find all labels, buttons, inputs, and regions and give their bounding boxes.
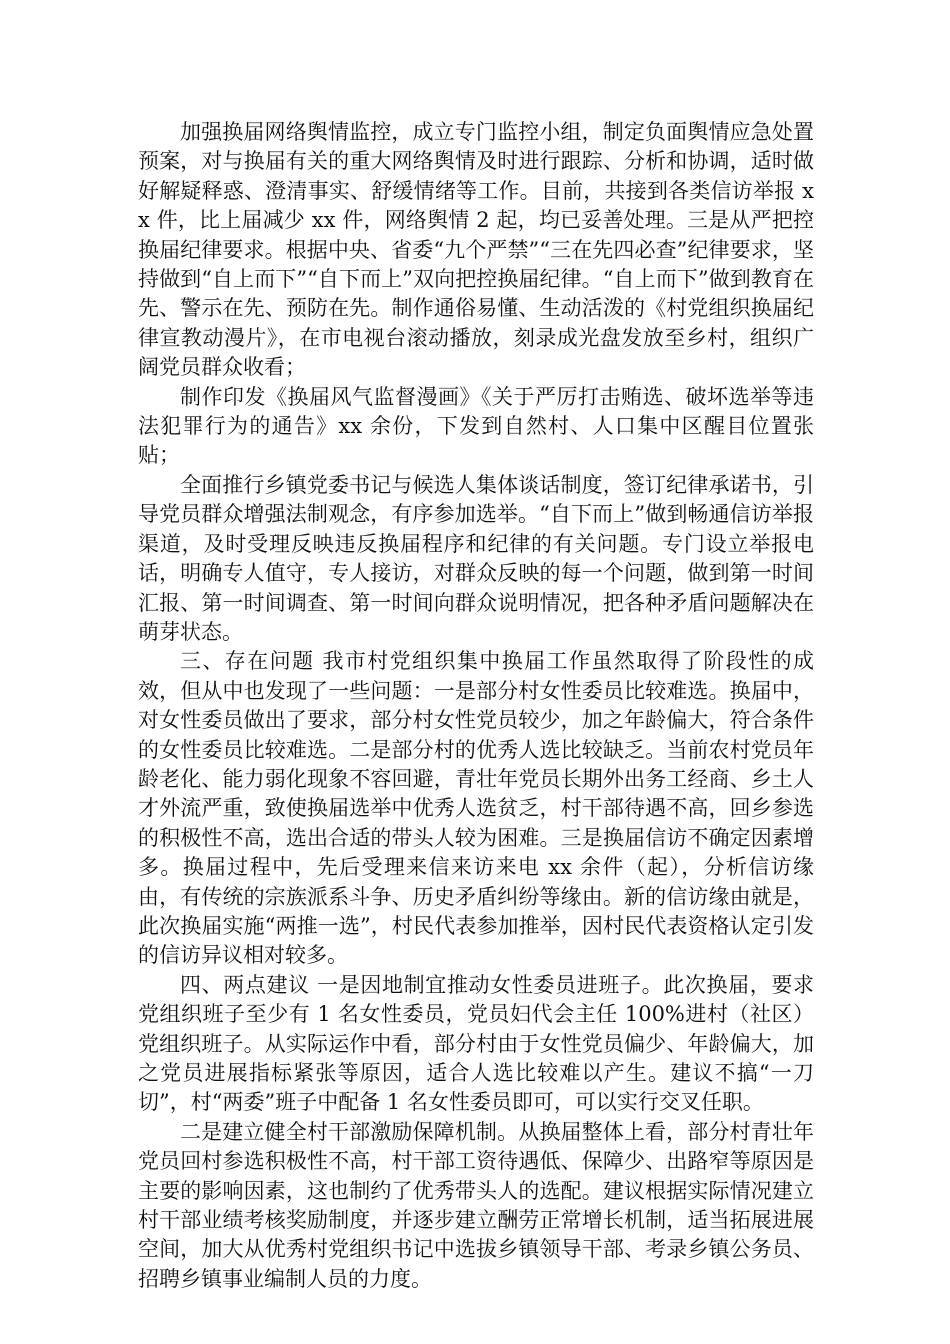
paragraph-suggestion-one: 四、两点建议 一是因地制宜推动女性委员进班子。此次换届，要求党组织班子至少有 1 名女性委员，党员妇代会主任 100%进村（社区）党组织班子。从实际运作中看，部分村由于女性党员偏少、年龄偏大，加之党员进展指标紧张等原因，适合人选比较难以产生。建议不搞“一刀切”，村“两委”班子中配备 1 名女性委员即可，可以实行交叉任职。 xyxy=(138,972,814,1115)
paragraph-collective-talks: 全面推行乡镇党委书记与候选人集体谈话制度，签订纪律承诺书，引导党员群众增强法制观念，有序参加选举。“自下而上”做到畅通信访举报渠道，及时受理反映违反换届程序和纪律的有关问题。专门设立举报电话，明确专人值守，专人接访，对群众反映的每一个问题，做到第一时间汇报、第一时间调查、第一时间向群众说明情况，把各种矛盾问题解决在萌芽状态。 xyxy=(138,472,814,644)
paragraph-supervision-comics: 制作印发《换届风气监督漫画》《关于严厉打击贿选、破坏选举等违法犯罪行为的通告》xx 余份，下发到自然村、人口集中区醒目位置张贴； xyxy=(138,384,814,468)
paragraph-network-monitoring: 加强换届网络舆情监控，成立专门监控小组，制定负面舆情应急处置预案，对与换届有关的重大网络舆情及时进行跟踪、分析和协调，适时做好解疑释惑、澄清事实、舒缓情绪等工作。目前，共接到各类信访举报 xx 件，比上届减少 xx 件，网络舆情 2 起，均已妥善处理。三是从严把控换届纪律要求。根据中央、省委“九个严禁”“三在先四必查”纪律要求，坚持做到“自上而下”“自下而上”双向把控换届纪律。“自上而下”做到教育在先、警示在先、预防在先。制作通俗易懂、生动活泼的《村党组织换届纪律宣教动漫片》，在市电视台滚动播放，刻录成光盘发放至乡村，组织广阔党员群众收看； xyxy=(138,120,814,380)
paragraph-existing-problems: 三、存在问题 我市村党组织集中换届工作虽然取得了阶段性的成效，但从中也发现了一些问题：一是部分村女性委员比较难选。换届中，对女性委员做出了要求，部分村女性党员较少，加之年龄偏大，符合条件的女性委员比较难选。二是部分村的优秀人选比较缺乏。当前农村党员年龄老化、能力弱化现象不容回避，青壮年党员长期外出务工经商、乡土人才外流严重，致使换届选举中优秀人选贫乏，村干部待遇不高，回乡参选的积极性不高，选出合适的带头人较为困难。三是换届信访不确定因素增多。换届过程中，先后受理来信来访来电 xx 余件（起），分析信访缘由，有传统的宗族派系斗争、历史矛盾纠纷等缘由。新的信访缘由就是，此次换届实施“两推一选”，村民代表参加推举，因村民代表资格认定引发的信访异议相对较多。 xyxy=(138,649,814,968)
paragraph-suggestion-two: 二是建立健全村干部激励保障机制。从换届整体上看，部分村青壮年党员回村参选积极性不高，村干部工资待遇低、保障少、出路窄等原因是主要的影响因素，这也制约了优秀带头人的选配。建议根据实际情况建立村干部业绩考核奖励制度，并逐步建立酬劳正常增长机制，适当拓展进展空间，加大从优秀村党组织书记中选拔乡镇领导干部、考录乡镇公务员、招聘乡镇事业编制人员的力度。 xyxy=(138,1119,814,1291)
document-body xyxy=(138,118,814,1294)
